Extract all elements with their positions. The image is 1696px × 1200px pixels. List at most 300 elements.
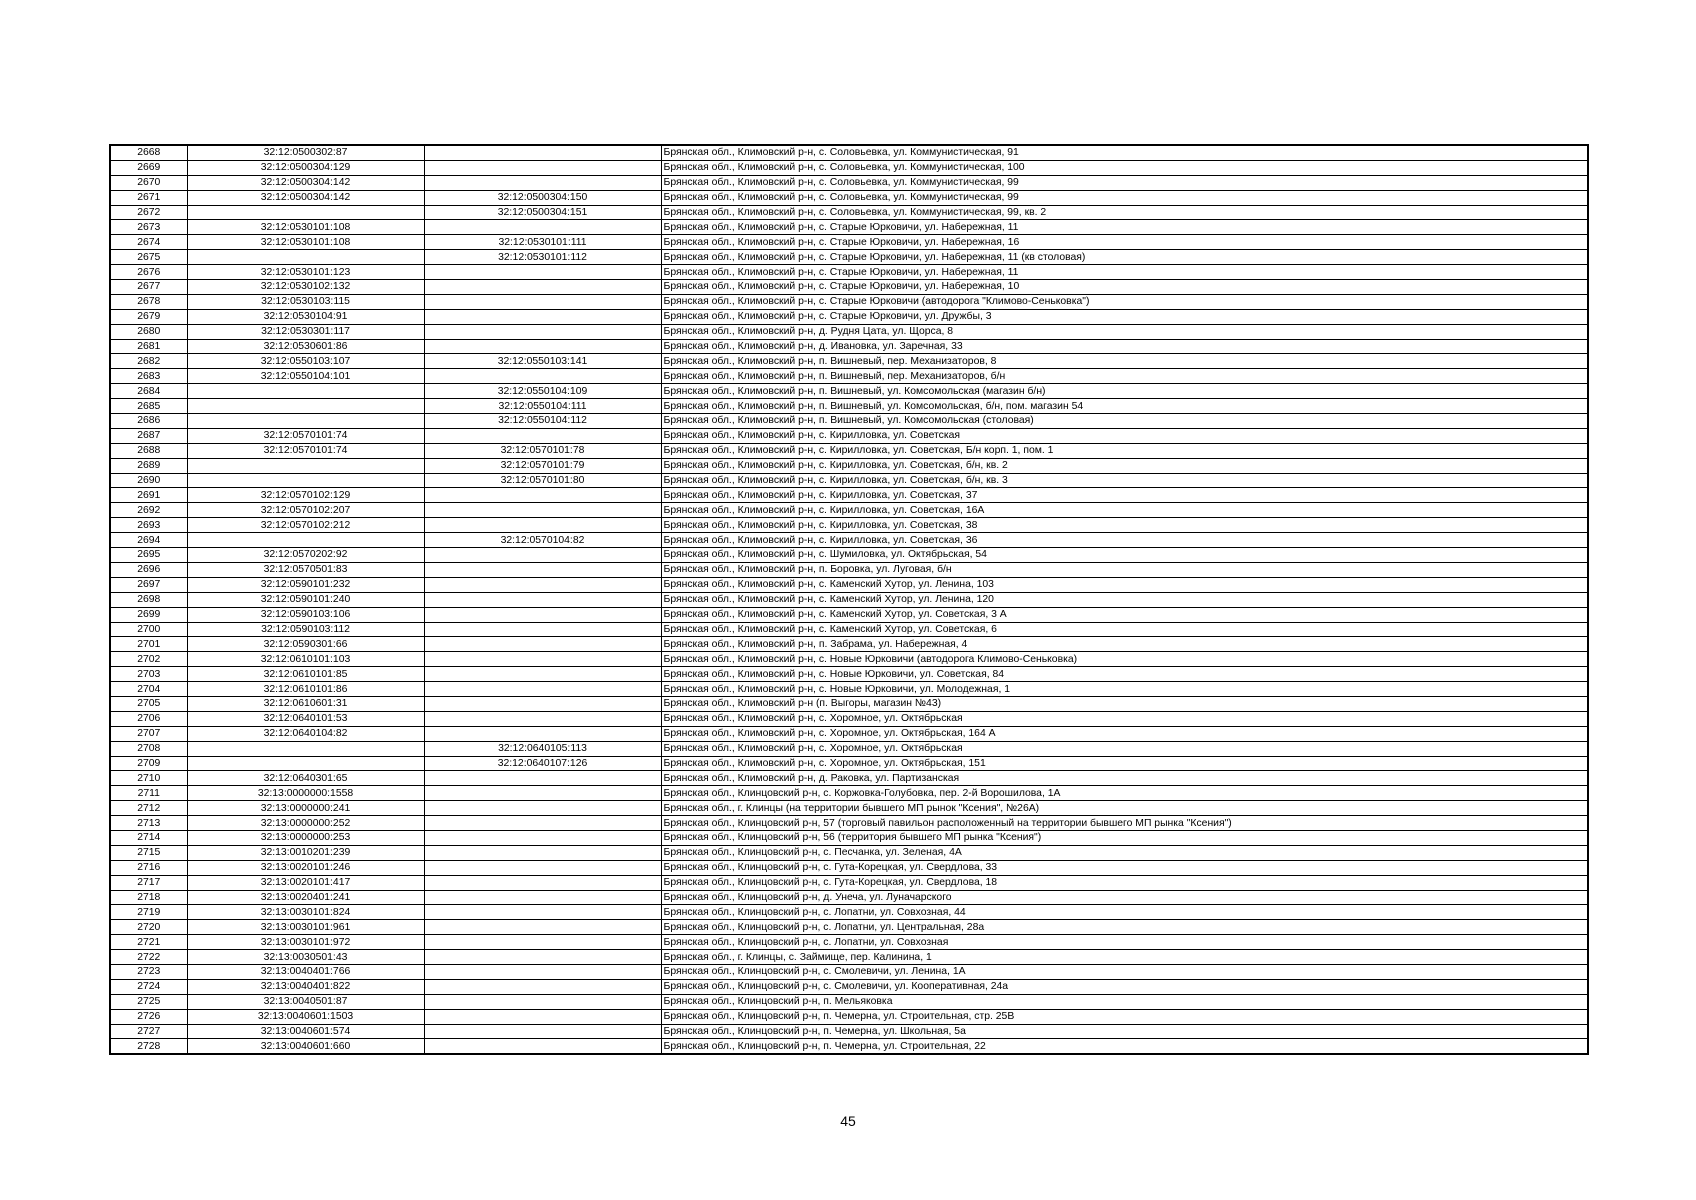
table-row: [110, 607, 1588, 622]
table-row: [110, 860, 1588, 875]
address-cell: Брянская обл., Климовский р-н, д. Рудня Цата, ул. Щорса, 8: [661, 324, 1588, 339]
row-number-cell: 2669: [110, 160, 187, 175]
registry-table: [109, 144, 1589, 1055]
cadastral-number-cell: 32:12:0610101:103: [187, 652, 424, 667]
address-cell: Брянская обл., Климовский р-н, с. Кирилловка, ул. Советская, 36: [661, 533, 1588, 548]
table-row: [110, 637, 1588, 652]
table-row: [110, 175, 1588, 190]
parent-cadastral-number-cell: [424, 667, 661, 682]
parent-cadastral-number-cell: [424, 280, 661, 295]
cadastral-number-cell: 32:12:0590101:240: [187, 592, 424, 607]
address-cell: Брянская обл., Клинцовский р-н, 56 (территория бывшего МП рынка "Ксения"): [661, 830, 1588, 845]
cadastral-number-cell: 32:13:0020101:417: [187, 875, 424, 890]
row-number-cell: 2720: [110, 920, 187, 935]
parent-cadastral-number-cell: 32:12:0570101:79: [424, 458, 661, 473]
address-cell: Брянская обл., Климовский р-н, д. Раковка, ул. Партизанская: [661, 771, 1588, 786]
address-cell: Брянская обл., Климовский р-н, с. Новые Юрковичи (автодорога Климово-Сеньковка): [661, 652, 1588, 667]
row-number-cell: 2696: [110, 562, 187, 577]
row-number-cell: 2701: [110, 637, 187, 652]
cadastral-number-cell: 32:12:0640101:53: [187, 711, 424, 726]
row-number-cell: 2718: [110, 890, 187, 905]
table-row: [110, 503, 1588, 518]
table-row: [110, 935, 1588, 950]
parent-cadastral-number-cell: [424, 816, 661, 831]
parent-cadastral-number-cell: [424, 294, 661, 309]
row-number-cell: 2722: [110, 950, 187, 965]
cadastral-number-cell: 32:12:0530102:132: [187, 280, 424, 295]
cadastral-number-cell: 32:12:0530101:123: [187, 265, 424, 280]
table-row: [110, 190, 1588, 205]
address-cell: Брянская обл., Климовский р-н, с. Соловьевка, ул. Коммунистическая, 91: [661, 145, 1588, 160]
row-number-cell: 2708: [110, 741, 187, 756]
cadastral-number-cell: [187, 473, 424, 488]
table-row: [110, 533, 1588, 548]
table-row: [110, 1039, 1588, 1054]
table-row: [110, 711, 1588, 726]
row-number-cell: 2719: [110, 905, 187, 920]
address-cell: Брянская обл., г. Клинцы, с. Займище, пер. Калинина, 1: [661, 950, 1588, 965]
address-cell: Брянская обл., Климовский р-н, с. Старые Юрковичи, ул. Набережная, 11: [661, 220, 1588, 235]
table-row: [110, 771, 1588, 786]
cadastral-number-cell: [187, 384, 424, 399]
table-row: [110, 801, 1588, 816]
parent-cadastral-number-cell: [424, 324, 661, 339]
cadastral-number-cell: 32:12:0610101:85: [187, 667, 424, 682]
table-row: [110, 294, 1588, 309]
table-row: [110, 682, 1588, 697]
cadastral-number-cell: 32:13:0030101:961: [187, 920, 424, 935]
parent-cadastral-number-cell: [424, 652, 661, 667]
address-cell: Брянская обл., Климовский р-н, с. Старые Юрковичи, ул. Набережная, 11: [661, 265, 1588, 280]
parent-cadastral-number-cell: [424, 518, 661, 533]
cadastral-number-cell: 32:12:0530601:86: [187, 339, 424, 354]
address-cell: Брянская обл., Климовский р-н, с. Хоромное, ул. Октябрьская: [661, 741, 1588, 756]
table-row: [110, 280, 1588, 295]
table-row: [110, 1024, 1588, 1039]
parent-cadastral-number-cell: [424, 682, 661, 697]
address-cell: Брянская обл., Климовский р-н, с. Соловьевка, ул. Коммунистическая, 99: [661, 190, 1588, 205]
parent-cadastral-number-cell: [424, 548, 661, 563]
address-cell: Брянская обл., Климовский р-н, с. Соловьевка, ул. Коммунистическая, 99: [661, 175, 1588, 190]
cadastral-number-cell: 32:12:0530103:115: [187, 294, 424, 309]
address-cell: Брянская обл., Климовский р-н, п. Вишневый, ул. Комсомольская (столовая): [661, 414, 1588, 429]
address-cell: Брянская обл., Климовский р-н, с. Хоромное, ул. Октябрьская: [661, 711, 1588, 726]
cadastral-number-cell: 32:13:0000000:252: [187, 816, 424, 831]
cadastral-number-cell: 32:13:0040501:87: [187, 994, 424, 1009]
table-row: [110, 220, 1588, 235]
cadastral-number-cell: 32:13:0010201:239: [187, 845, 424, 860]
cadastral-number-cell: [187, 414, 424, 429]
row-number-cell: 2675: [110, 250, 187, 265]
cadastral-number-cell: 32:12:0500304:129: [187, 160, 424, 175]
table-row: [110, 950, 1588, 965]
cadastral-number-cell: 32:12:0610601:31: [187, 696, 424, 711]
cadastral-number-cell: 32:13:0020401:241: [187, 890, 424, 905]
table-row: [110, 562, 1588, 577]
table-row: [110, 384, 1588, 399]
table-row: [110, 488, 1588, 503]
row-number-cell: 2685: [110, 399, 187, 414]
cadastral-number-cell: 32:13:0000000:1558: [187, 786, 424, 801]
table-row: [110, 428, 1588, 443]
parent-cadastral-number-cell: [424, 801, 661, 816]
row-number-cell: 2674: [110, 235, 187, 250]
parent-cadastral-number-cell: [424, 592, 661, 607]
row-number-cell: 2697: [110, 577, 187, 592]
row-number-cell: 2723: [110, 964, 187, 979]
address-cell: Брянская обл., Климовский р-н, с. Соловьевка, ул. Коммунистическая, 100: [661, 160, 1588, 175]
address-cell: Брянская обл., Клинцовский р-н, с. Лопатни, ул. Совхозная: [661, 935, 1588, 950]
address-cell: Брянская обл., Климовский р-н, п. Вишневый, пер. Механизаторов, 8: [661, 354, 1588, 369]
address-cell: Брянская обл., Клинцовский р-н, с. Лопатни, ул. Центральная, 28а: [661, 920, 1588, 935]
parent-cadastral-number-cell: 32:12:0530101:112: [424, 250, 661, 265]
parent-cadastral-number-cell: [424, 309, 661, 324]
row-number-cell: 2677: [110, 280, 187, 295]
cadastral-number-cell: 32:13:0020101:246: [187, 860, 424, 875]
table-row: [110, 265, 1588, 280]
row-number-cell: 2713: [110, 816, 187, 831]
parent-cadastral-number-cell: [424, 935, 661, 950]
cadastral-number-cell: 32:13:0030501:43: [187, 950, 424, 965]
cadastral-number-cell: 32:12:0590103:106: [187, 607, 424, 622]
row-number-cell: 2724: [110, 979, 187, 994]
parent-cadastral-number-cell: 32:12:0640107:126: [424, 756, 661, 771]
row-number-cell: 2689: [110, 458, 187, 473]
address-cell: Брянская обл., Клинцовский р-н, с. Гута-Корецкая, ул. Свердлова, 33: [661, 860, 1588, 875]
parent-cadastral-number-cell: 32:12:0530101:111: [424, 235, 661, 250]
parent-cadastral-number-cell: [424, 607, 661, 622]
row-number-cell: 2721: [110, 935, 187, 950]
table-row: [110, 250, 1588, 265]
table-row: [110, 399, 1588, 414]
registry-table-body: [110, 145, 1588, 1054]
cadastral-number-cell: [187, 741, 424, 756]
cadastral-number-cell: 32:13:0040601:574: [187, 1024, 424, 1039]
address-cell: Брянская обл., Климовский р-н, с. Кирилловка, ул. Советская, 38: [661, 518, 1588, 533]
row-number-cell: 2716: [110, 860, 187, 875]
address-cell: Брянская обл., Клинцовский р-н, д. Унеча, ул. Луначарского: [661, 890, 1588, 905]
cadastral-number-cell: 32:13:0040601:1503: [187, 1009, 424, 1024]
address-cell: Брянская обл., Климовский р-н, с. Новые Юрковичи, ул. Советская, 84: [661, 667, 1588, 682]
parent-cadastral-number-cell: 32:12:0640105:113: [424, 741, 661, 756]
row-number-cell: 2680: [110, 324, 187, 339]
parent-cadastral-number-cell: [424, 1009, 661, 1024]
address-cell: Брянская обл., Климовский р-н, с. Кирилловка, ул. Советская: [661, 428, 1588, 443]
row-number-cell: 2687: [110, 428, 187, 443]
table-row: [110, 741, 1588, 756]
address-cell: Брянская обл., Климовский р-н, с. Старые Юрковичи, ул. Набережная, 10: [661, 280, 1588, 295]
parent-cadastral-number-cell: [424, 160, 661, 175]
cadastral-number-cell: 32:12:0530104:91: [187, 309, 424, 324]
row-number-cell: 2692: [110, 503, 187, 518]
row-number-cell: 2690: [110, 473, 187, 488]
address-cell: Брянская обл., Клинцовский р-н, с. Смолевичи, ул. Кооперативная, 24а: [661, 979, 1588, 994]
table-row: [110, 339, 1588, 354]
row-number-cell: 2707: [110, 726, 187, 741]
cadastral-number-cell: [187, 756, 424, 771]
parent-cadastral-number-cell: [424, 488, 661, 503]
address-cell: Брянская обл., Климовский р-н, с. Кирилловка, ул. Советская, 16А: [661, 503, 1588, 518]
row-number-cell: 2703: [110, 667, 187, 682]
address-cell: Брянская обл., Климовский р-н, п. Вишневый, ул. Комсомольская, б/н, пом. магазин 54: [661, 399, 1588, 414]
row-number-cell: 2695: [110, 548, 187, 563]
row-number-cell: 2728: [110, 1039, 187, 1054]
table-row: [110, 696, 1588, 711]
cadastral-number-cell: [187, 399, 424, 414]
parent-cadastral-number-cell: [424, 622, 661, 637]
row-number-cell: 2706: [110, 711, 187, 726]
address-cell: Брянская обл., Климовский р-н, с. Кирилловка, ул. Советская, 37: [661, 488, 1588, 503]
table-row: [110, 145, 1588, 160]
address-cell: Брянская обл., Климовский р-н, п. Забрама, ул. Набережная, 4: [661, 637, 1588, 652]
row-number-cell: 2726: [110, 1009, 187, 1024]
address-cell: Брянская обл., Климовский р-н, п. Вишневый, пер. Механизаторов, б/н: [661, 369, 1588, 384]
row-number-cell: 2670: [110, 175, 187, 190]
address-cell: Брянская обл., Клинцовский р-н, с. Коржовка-Голубовка, пер. 2-й Ворошилова, 1А: [661, 786, 1588, 801]
table-row: [110, 577, 1588, 592]
row-number-cell: 2714: [110, 830, 187, 845]
parent-cadastral-number-cell: [424, 1039, 661, 1054]
table-row: [110, 205, 1588, 220]
address-cell: Брянская обл., г. Клинцы (на территории бывшего МП рынок "Ксения", №26А): [661, 801, 1588, 816]
table-row: [110, 1009, 1588, 1024]
cadastral-number-cell: [187, 458, 424, 473]
parent-cadastral-number-cell: [424, 726, 661, 741]
row-number-cell: 2693: [110, 518, 187, 533]
parent-cadastral-number-cell: [424, 950, 661, 965]
table-row: [110, 548, 1588, 563]
address-cell: Брянская обл., Климовский р-н, с. Старые Юрковичи (автодорога "Климово-Сеньковка"): [661, 294, 1588, 309]
table-row: [110, 890, 1588, 905]
cadastral-number-cell: 32:12:0640301:65: [187, 771, 424, 786]
row-number-cell: 2683: [110, 369, 187, 384]
row-number-cell: 2673: [110, 220, 187, 235]
parent-cadastral-number-cell: [424, 964, 661, 979]
address-cell: Брянская обл., Климовский р-н, с. Хоромное, ул. Октябрьская, 151: [661, 756, 1588, 771]
parent-cadastral-number-cell: [424, 711, 661, 726]
address-cell: Брянская обл., Клинцовский р-н, с. Смолевичи, ул. Ленина, 1А: [661, 964, 1588, 979]
cadastral-number-cell: 32:12:0500302:87: [187, 145, 424, 160]
table-row: [110, 473, 1588, 488]
parent-cadastral-number-cell: [424, 845, 661, 860]
table-row: [110, 443, 1588, 458]
cadastral-number-cell: 32:12:0570102:212: [187, 518, 424, 533]
table-row: [110, 875, 1588, 890]
table-row: [110, 756, 1588, 771]
page-number: 45: [840, 1113, 856, 1129]
address-cell: Брянская обл., Клинцовский р-н, 57 (торговый павильон расположенный на территории бывшего МП рынка "Ксения"): [661, 816, 1588, 831]
parent-cadastral-number-cell: [424, 771, 661, 786]
row-number-cell: 2679: [110, 309, 187, 324]
parent-cadastral-number-cell: 32:12:0570101:78: [424, 443, 661, 458]
parent-cadastral-number-cell: [424, 637, 661, 652]
cadastral-number-cell: 32:12:0590101:232: [187, 577, 424, 592]
parent-cadastral-number-cell: 32:12:0570101:80: [424, 473, 661, 488]
row-number-cell: 2684: [110, 384, 187, 399]
row-number-cell: 2699: [110, 607, 187, 622]
table-row: [110, 354, 1588, 369]
address-cell: Брянская обл., Климовский р-н, с. Хоромное, ул. Октябрьская, 164 А: [661, 726, 1588, 741]
address-cell: Брянская обл., Климовский р-н, с. Соловьевка, ул. Коммунистическая, 99, кв. 2: [661, 205, 1588, 220]
parent-cadastral-number-cell: [424, 979, 661, 994]
cadastral-number-cell: 32:13:0030101:824: [187, 905, 424, 920]
table-row: [110, 160, 1588, 175]
table-row: [110, 816, 1588, 831]
row-number-cell: 2710: [110, 771, 187, 786]
row-number-cell: 2682: [110, 354, 187, 369]
cadastral-number-cell: 32:13:0040601:660: [187, 1039, 424, 1054]
parent-cadastral-number-cell: [424, 220, 661, 235]
row-number-cell: 2700: [110, 622, 187, 637]
row-number-cell: 2717: [110, 875, 187, 890]
row-number-cell: 2691: [110, 488, 187, 503]
table-row: [110, 667, 1588, 682]
cadastral-number-cell: 32:12:0610101:86: [187, 682, 424, 697]
address-cell: Брянская обл., Климовский р-н, с. Новые Юрковичи, ул. Молодежная, 1: [661, 682, 1588, 697]
parent-cadastral-number-cell: [424, 503, 661, 518]
row-number-cell: 2698: [110, 592, 187, 607]
address-cell: Брянская обл., Климовский р-н, с. Старые Юрковичи, ул. Дружбы, 3: [661, 309, 1588, 324]
address-cell: Брянская обл., Климовский р-н, д. Ивановка, ул. Заречная, 33: [661, 339, 1588, 354]
table-row: [110, 235, 1588, 250]
address-cell: Брянская обл., Климовский р-н, п. Боровка, ул. Луговая, б/н: [661, 562, 1588, 577]
address-cell: Брянская обл., Климовский р-н, с. Кирилловка, ул. Советская, Б/н корп. 1, пом. 1: [661, 443, 1588, 458]
parent-cadastral-number-cell: [424, 830, 661, 845]
address-cell: Брянская обл., Климовский р-н, с. Старые Юрковичи, ул. Набережная, 16: [661, 235, 1588, 250]
parent-cadastral-number-cell: [424, 428, 661, 443]
parent-cadastral-number-cell: [424, 145, 661, 160]
row-number-cell: 2712: [110, 801, 187, 816]
address-cell: Брянская обл., Климовский р-н, с. Шумиловка, ул. Октябрьская, 54: [661, 548, 1588, 563]
row-number-cell: 2668: [110, 145, 187, 160]
table-row: [110, 920, 1588, 935]
parent-cadastral-number-cell: [424, 369, 661, 384]
parent-cadastral-number-cell: [424, 577, 661, 592]
cadastral-number-cell: [187, 533, 424, 548]
table-row: [110, 964, 1588, 979]
row-number-cell: 2671: [110, 190, 187, 205]
parent-cadastral-number-cell: 32:12:0550104:109: [424, 384, 661, 399]
cadastral-number-cell: 32:13:0000000:253: [187, 830, 424, 845]
cadastral-number-cell: 32:12:0530101:108: [187, 235, 424, 250]
address-cell: Брянская обл., Клинцовский р-н, с. Гута-Корецкая, ул. Свердлова, 18: [661, 875, 1588, 890]
table-row: [110, 622, 1588, 637]
cadastral-number-cell: 32:13:0040401:822: [187, 979, 424, 994]
cadastral-number-cell: 32:12:0590103:112: [187, 622, 424, 637]
table-row: [110, 994, 1588, 1009]
parent-cadastral-number-cell: [424, 920, 661, 935]
parent-cadastral-number-cell: [424, 1024, 661, 1039]
parent-cadastral-number-cell: 32:12:0550104:112: [424, 414, 661, 429]
parent-cadastral-number-cell: [424, 696, 661, 711]
parent-cadastral-number-cell: 32:12:0570104:82: [424, 533, 661, 548]
cadastral-number-cell: 32:12:0570102:129: [187, 488, 424, 503]
row-number-cell: 2678: [110, 294, 187, 309]
parent-cadastral-number-cell: [424, 905, 661, 920]
parent-cadastral-number-cell: 32:12:0500304:150: [424, 190, 661, 205]
parent-cadastral-number-cell: 32:12:0550104:111: [424, 399, 661, 414]
cadastral-number-cell: 32:12:0550104:101: [187, 369, 424, 384]
table-row: [110, 369, 1588, 384]
row-number-cell: 2676: [110, 265, 187, 280]
cadastral-number-cell: 32:12:0570101:74: [187, 443, 424, 458]
address-cell: Брянская обл., Климовский р-н, п. Вишневый, ул. Комсомольская (магазин б/н): [661, 384, 1588, 399]
address-cell: Брянская обл., Клинцовский р-н, с. Песчанка, ул. Зеленая, 4А: [661, 845, 1588, 860]
parent-cadastral-number-cell: [424, 175, 661, 190]
cadastral-number-cell: 32:12:0640104:82: [187, 726, 424, 741]
cadastral-number-cell: [187, 250, 424, 265]
address-cell: Брянская обл., Климовский р-н, с. Старые Юрковичи, ул. Набережная, 11 (кв столовая): [661, 250, 1588, 265]
parent-cadastral-number-cell: [424, 265, 661, 280]
cadastral-number-cell: 32:12:0570501:83: [187, 562, 424, 577]
parent-cadastral-number-cell: [424, 890, 661, 905]
cadastral-number-cell: 32:12:0570202:92: [187, 548, 424, 563]
row-number-cell: 2702: [110, 652, 187, 667]
parent-cadastral-number-cell: [424, 994, 661, 1009]
table-row: [110, 652, 1588, 667]
parent-cadastral-number-cell: 32:12:0500304:151: [424, 205, 661, 220]
row-number-cell: 2715: [110, 845, 187, 860]
address-cell: Брянская обл., Клинцовский р-н, с. Лопатни, ул. Совхозная, 44: [661, 905, 1588, 920]
table-row: [110, 592, 1588, 607]
table-row: [110, 324, 1588, 339]
table-row: [110, 518, 1588, 533]
row-number-cell: 2694: [110, 533, 187, 548]
parent-cadastral-number-cell: [424, 562, 661, 577]
row-number-cell: 2686: [110, 414, 187, 429]
cadastral-number-cell: 32:12:0500304:142: [187, 175, 424, 190]
address-cell: Брянская обл., Климовский р-н, с. Каменский Хутор, ул. Ленина, 103: [661, 577, 1588, 592]
table-row: [110, 309, 1588, 324]
parent-cadastral-number-cell: [424, 860, 661, 875]
address-cell: Брянская обл., Клинцовский р-н, п. Чемерна, ул. Строительная, стр. 25В: [661, 1009, 1588, 1024]
table-row: [110, 414, 1588, 429]
cadastral-number-cell: 32:12:0500304:142: [187, 190, 424, 205]
address-cell: Брянская обл., Климовский р-н, с. Кирилловка, ул. Советская, б/н, кв. 3: [661, 473, 1588, 488]
row-number-cell: 2688: [110, 443, 187, 458]
row-number-cell: 2705: [110, 696, 187, 711]
row-number-cell: 2681: [110, 339, 187, 354]
cadastral-number-cell: 32:12:0530301:117: [187, 324, 424, 339]
address-cell: Брянская обл., Клинцовский р-н, п. Мельяковка: [661, 994, 1588, 1009]
cadastral-number-cell: [187, 205, 424, 220]
row-number-cell: 2711: [110, 786, 187, 801]
table-row: [110, 830, 1588, 845]
cadastral-number-cell: 32:13:0030101:972: [187, 935, 424, 950]
address-cell: Брянская обл., Климовский р-н, с. Каменский Хутор, ул. Советская, 6: [661, 622, 1588, 637]
parent-cadastral-number-cell: [424, 786, 661, 801]
table-row: [110, 786, 1588, 801]
table-row: [110, 458, 1588, 473]
table-row: [110, 726, 1588, 741]
cadastral-number-cell: 32:13:0040401:766: [187, 964, 424, 979]
parent-cadastral-number-cell: [424, 875, 661, 890]
address-cell: Брянская обл., Клинцовский р-н, п. Чемерна, ул. Школьная, 5а: [661, 1024, 1588, 1039]
cadastral-number-cell: 32:12:0530101:108: [187, 220, 424, 235]
address-cell: Брянская обл., Климовский р-н, с. Кирилловка, ул. Советская, б/н, кв. 2: [661, 458, 1588, 473]
row-number-cell: 2709: [110, 756, 187, 771]
cadastral-number-cell: 32:12:0590301:66: [187, 637, 424, 652]
row-number-cell: 2704: [110, 682, 187, 697]
cadastral-number-cell: 32:12:0570101:74: [187, 428, 424, 443]
address-cell: Брянская обл., Клинцовский р-н, п. Чемерна, ул. Строительная, 22: [661, 1039, 1588, 1054]
parent-cadastral-number-cell: 32:12:0550103:141: [424, 354, 661, 369]
table-row: [110, 979, 1588, 994]
table-row: [110, 845, 1588, 860]
address-cell: Брянская обл., Климовский р-н, с. Каменский Хутор, ул. Советская, 3 А: [661, 607, 1588, 622]
table-row: [110, 905, 1588, 920]
address-cell: Брянская обл., Климовский р-н, с. Каменский Хутор, ул. Ленина, 120: [661, 592, 1588, 607]
